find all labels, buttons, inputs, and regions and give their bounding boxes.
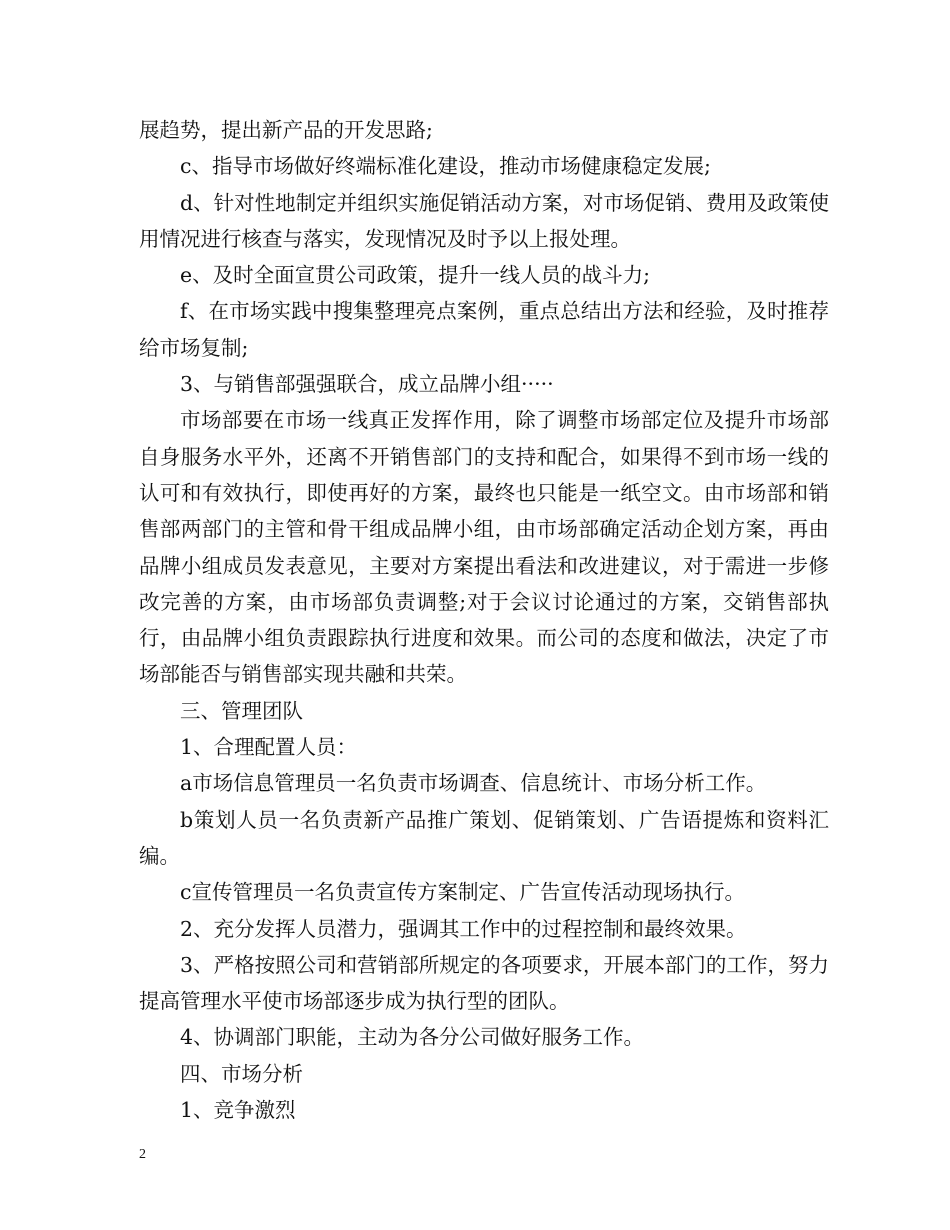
section-heading: 三、管理团队 [180, 698, 303, 723]
paragraph: 2、充分发挥人员潜力，强调其工作中的过程控制和最终效果。 [180, 916, 747, 941]
paragraph: c、指导市场做好终端标准化建设，推动市场健康稳定发展; [180, 154, 711, 179]
document-body [139, 112, 829, 1128]
paragraph: a市场信息管理员一名负责市场调查、信息统计、市场分析工作。 [180, 771, 767, 796]
paragraph: 1、竞争激烈 [180, 1098, 296, 1123]
paragraph: 3、与销售部强强联合，成立品牌小组····· [180, 372, 554, 397]
paragraph: d、针对性地制定并组织实施促销活动方案，对市场促销、费用及政策使用情况进行核查与落实，发现情况及时予以上报处理。 [139, 190, 829, 251]
paragraph: f、在市场实践中搜集整理亮点案例，重点总结出方法和经验，及时推荐给市场复制; [139, 299, 829, 360]
paragraph: 市场部要在市场一线真正发挥作用，除了调整市场部定位及提升市场部自身服务水平外，还离不开销售部门的支持和配合，如果得不到市场一线的认可和有效执行，即使再好的方案，最终也只能是一纸空文。由市场部和销售部两部门的主管和骨干组成品牌小组，由市场部确定活动企划方案，再由品牌小组成员发表意见，主要对方案提出看法和改进建议，对于需进一步修改完善的方案，由市场部负责调整;对于会议讨论通过的方案，交销售部执行，由品牌小组负责跟踪执行进度和效果。而公司的态度和做法，决定了市场部能否与销售部实现共融和共荣。 [139, 408, 829, 687]
paragraph: 展趋势，提出新产品的开发思路; [139, 118, 433, 142]
paragraph: c宣传管理员一名负责宣传方案制定、广告宣传活动现场执行。 [180, 880, 745, 905]
paragraph: 1、合理配置人员： [180, 735, 358, 760]
paragraph: b策划人员一名负责新产品推广策划、促销策划、广告语提炼和资料汇编。 [139, 807, 829, 868]
paragraph: 3、严格按照公司和营销部所规定的各项要求，开展本部门的工作，努力提高管理水平使市场部逐步成为执行型的团队。 [139, 952, 829, 1014]
page-number: 2 [139, 1147, 146, 1162]
paragraph: e、及时全面宣贯公司政策，提升一线人员的战斗力; [180, 263, 651, 288]
paragraph: 4、协调部门职能，主动为各分公司做好服务工作。 [180, 1025, 645, 1050]
section-heading: 四、市场分析 [180, 1061, 303, 1086]
